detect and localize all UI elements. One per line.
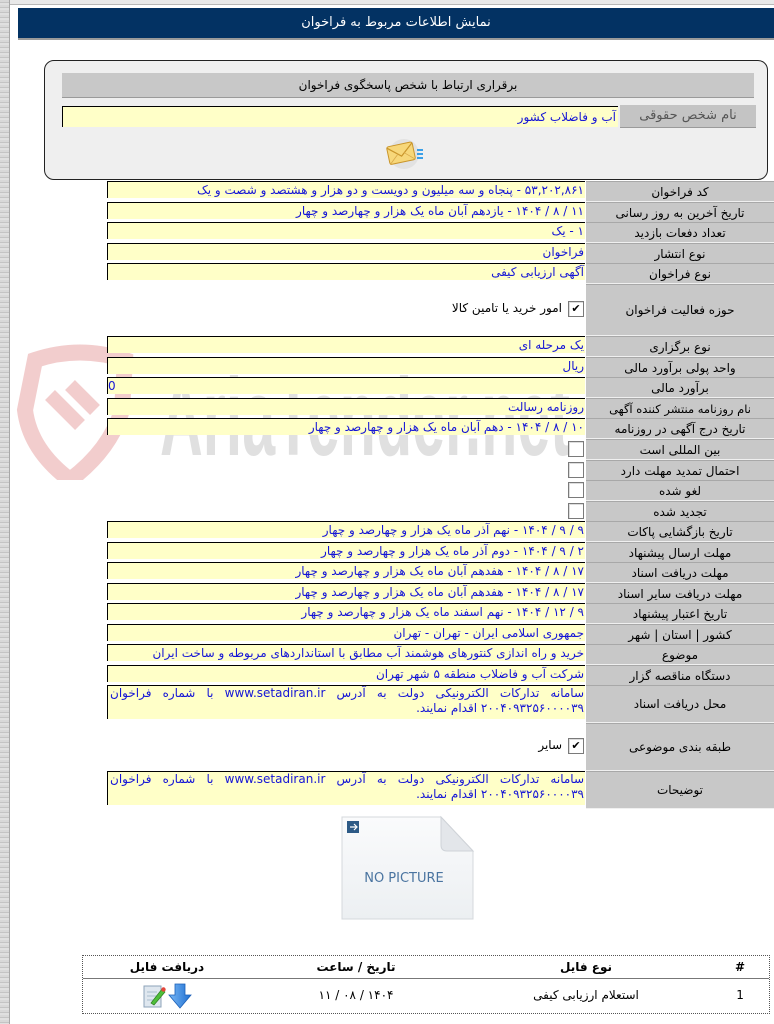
newspaper-label: نام روزنامه منتشر کننده آگهی xyxy=(586,398,774,419)
last-update-label: تاریخ آخرین به روز رسانی xyxy=(586,202,774,223)
contact-header: برقراری ارتباط با شخص پاسخگوی فراخوان xyxy=(62,73,754,98)
tender-type-label: نوع فراخوان xyxy=(586,263,774,284)
header-num: # xyxy=(734,960,746,974)
other-doc-deadline-label: مهلت دریافت سایر اسناد xyxy=(586,583,774,604)
currency-label: واحد پولی برآورد مالی xyxy=(586,357,774,378)
newspaper-date-value: ۱۰ / ۸ / ۱۴۰۴ - دهم آبان ماه یک هزار و چهارصد و چهار xyxy=(107,418,585,435)
international-label: بین المللی است xyxy=(586,439,774,460)
newspaper-value: روزنامه رسالت xyxy=(107,398,585,415)
activity-scope-label: حوزه فعالیت فراخوان xyxy=(586,284,774,336)
files-table xyxy=(82,955,770,1014)
estimate-value: 0 xyxy=(107,377,585,394)
extension-checkbox[interactable] xyxy=(568,462,584,478)
no-picture-image xyxy=(337,815,477,923)
doc-place-label: محل دریافت اسناد xyxy=(586,685,774,723)
newspaper-date-label: تاریخ درج آگهی در روزنامه xyxy=(586,418,774,439)
doc-deadline-value: ۱۷ / ۸ / ۱۴۰۴ - هفدهم آبان ماه یک هزار و چهارصد و چهار xyxy=(107,562,585,579)
activity-scope-option: امور خرید یا تامین کالا xyxy=(451,301,562,315)
estimate-label: برآورد مالی xyxy=(586,377,774,398)
header-file-type: نوع فایل xyxy=(560,960,612,974)
organizer-label: دستگاه مناقصه گزار xyxy=(586,665,774,686)
window-frame-left xyxy=(0,0,10,1024)
holding-type-value: یک مرحله ای xyxy=(107,336,585,353)
category-option: سایر xyxy=(538,738,562,752)
subject-value: خرید و راه اندازی کنتورهای هوشمند آب مطابق با استانداردهای مربوطه و ساخت ایران xyxy=(107,644,585,661)
window-frame-top xyxy=(10,0,774,5)
submit-deadline-value: ۲ / ۹ / ۱۴۰۴ - دوم آذر ماه یک هزار و چهارصد و چهار xyxy=(107,542,585,559)
submit-deadline-label: مهلت ارسال پیشنهاد xyxy=(586,542,774,563)
file-date: ۱۴۰۴ / ۰۸ / ۱۱ xyxy=(318,988,394,1002)
tender-code-label: کد فراخوان xyxy=(586,181,774,202)
file-type: استعلام ارزیابی کیفی xyxy=(533,988,639,1002)
doc-deadline-label: مهلت دریافت اسناد xyxy=(586,562,774,583)
last-update-value: ۱۱ / ۸ / ۱۴۰۴ - یازدهم آبان ماه یک هزار و چهارصد و چهار xyxy=(107,202,585,219)
download-arrow-icon[interactable] xyxy=(168,983,192,1009)
organizer-value: شرکت آب و فاضلاب منطقه ۵ شهر تهران xyxy=(107,665,585,682)
tender-code-value: ۵۳,۲۰۲,۸۶۱ - پنجاه و سه میلیون و دویست و دو هزار و هشتصد و شصت و یک xyxy=(107,181,585,198)
description-label: توضیحات xyxy=(586,771,774,809)
validity-date-value: ۹ / ۱۲ / ۱۴۰۴ - نهم اسفند ماه یک هزار و چهارصد و چهار xyxy=(107,603,585,620)
other-doc-deadline-value: ۱۷ / ۸ / ۱۴۰۴ - هفدهم آبان ماه یک هزار و چهارصد و چهار xyxy=(107,583,585,600)
publish-type-value: فراخوان xyxy=(107,243,585,260)
tender-type-value: آگهی ارزیابی کیفی xyxy=(107,263,585,280)
currency-value: ریال xyxy=(107,357,585,374)
category-checkbox[interactable]: ✔ xyxy=(568,738,584,754)
page-title: نمایش اطلاعات مربوط به فراخوان xyxy=(18,8,774,40)
table-row xyxy=(83,979,769,1012)
international-checkbox[interactable] xyxy=(568,441,584,457)
publish-type-label: نوع انتشار xyxy=(586,243,774,264)
location-label: کشور | استان | شهر xyxy=(586,624,774,645)
legal-person-value: آب و فاضلاب کشور xyxy=(62,106,618,127)
validity-date-label: تاریخ اعتبار پیشنهاد xyxy=(586,603,774,624)
header-date-time: تاریخ / ساعت xyxy=(316,960,396,974)
category-label: طبقه بندی موضوعی xyxy=(586,723,774,771)
file-num: 1 xyxy=(736,988,744,1002)
edit-document-icon[interactable] xyxy=(142,983,166,1009)
envelope-icon[interactable] xyxy=(384,135,428,171)
visit-count-label: تعداد دفعات بازدید xyxy=(586,222,774,243)
doc-place-value: سامانه تدارکات الکترونیکی دولت به آدرس www.setadiran.ir با شماره فراخوان ۲۰۰۴۰۹۳۲۵۶۰۰۰۰۳۹ اقدام نمایند. xyxy=(107,685,585,719)
holding-type-label: نوع برگزاری xyxy=(586,336,774,357)
opening-date-label: تاریخ بازگشایی پاکات xyxy=(586,521,774,542)
cancelled-checkbox[interactable] xyxy=(568,482,584,498)
svg-text:NO PICTURE: NO PICTURE xyxy=(364,871,444,886)
location-value: جمهوری اسلامی ایران - تهران - تهران xyxy=(107,624,585,641)
files-table-header xyxy=(83,956,769,979)
cancelled-label: لغو شده xyxy=(586,480,774,501)
visit-count-value: ۱ - یک xyxy=(107,222,585,239)
contact-panel xyxy=(44,60,768,180)
legal-person-label: نام شخص حقوقی xyxy=(620,105,756,128)
activity-scope-checkbox[interactable]: ✔ xyxy=(568,301,584,317)
extension-label: احتمال تمدید مهلت دارد xyxy=(586,460,774,481)
opening-date-value: ۹ / ۹ / ۱۴۰۴ - نهم آذر ماه یک هزار و چهارصد و چهار xyxy=(107,521,585,538)
file-download-cell xyxy=(83,979,251,1012)
renewed-checkbox[interactable] xyxy=(568,503,584,519)
renewed-label: تجدید شده xyxy=(586,501,774,522)
description-value: سامانه تدارکات الکترونیکی دولت به آدرس www.setadiran.ir با شماره فراخوان ۲۰۰۴۰۹۳۲۵۶۰۰۰۰۳۹ اقدام نمایند. xyxy=(107,771,585,805)
subject-label: موضوع xyxy=(586,644,774,665)
header-download: دریافت فایل xyxy=(129,960,205,974)
